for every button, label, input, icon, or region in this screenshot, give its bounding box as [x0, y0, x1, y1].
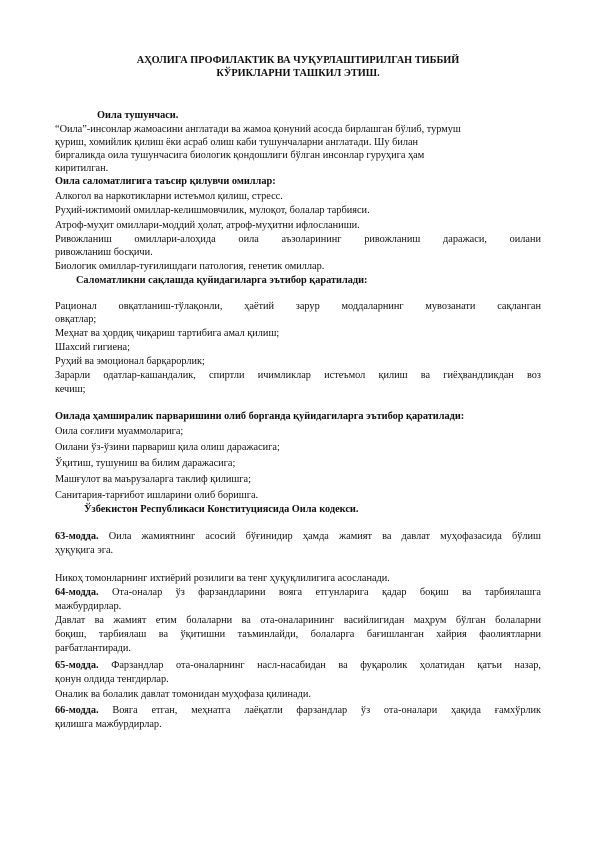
family-code-heading: Ўзбекистон Республикаси Конституциясида Оила кодекси. — [84, 504, 359, 515]
nursing-attention-item: Машғулот ва маърузаларга таклиф қилишга; — [55, 474, 251, 485]
article-63-line — [55, 530, 541, 543]
article-65-line — [55, 659, 541, 672]
health-attention-item: кечиш; — [55, 384, 86, 395]
health-attention-item: овқатлар; — [55, 314, 97, 325]
health-factor-item: ривожланиш босқичи. — [55, 247, 153, 258]
article-65-line: Оналик ва болалик давлат томонидан муҳофаза қилинади. — [55, 689, 311, 700]
article-63-line: ҳуқуқига эга. — [55, 545, 114, 556]
nursing-attention-item: Оила соғлиғи муаммоларига; — [55, 426, 184, 437]
family-concept-line: биргаликда оила тушунчасига биологик қондошлиги бўлган инсонлар гуруҳига ҳам — [55, 150, 425, 161]
family-concept-line: “Оила”-инсонлар жамоасини англатади ва жамоа қонуний асосда бирлашган бўлиб, турмуш — [55, 124, 461, 135]
health-attention-item: Меҳнат ва ҳордиқ чиқариш тартибига амал қилиш; — [55, 328, 280, 339]
nursing-attention-item: Оилани ўз-ўзини парвариш қила олиш даражасига; — [55, 442, 280, 453]
article-64-number: 64-модда. — [55, 587, 99, 598]
health-factor-item: Атроф-муҳит омиллари-моддий ҳолат, атроф-муҳитни ифлосланиши. — [55, 220, 360, 231]
health-attention-item: Рационал овқатланиш-тўлақонли, ҳаётий зарур моддаларнинг мувозанати сақланган — [55, 301, 541, 312]
article-64-line: боқиш, тарбиялаш ва ўқитишни таъминлайди, болаларга бағишланган хайрия фаолиятларни — [55, 629, 541, 640]
title-line-2: КЎРИКЛАРНИ ТАШКИЛ ЭТИШ. — [216, 68, 380, 79]
article-64-line: Давлат ва жамият етим болаларни ва ота-оналарининг васийлигидан маҳрум бўлган болаларни — [55, 615, 541, 626]
marriage-line: Никоҳ томонларнинг ихтиёрий розилиги ва тенг ҳуқуқлилигига асосланади. — [55, 573, 390, 584]
health-attention-item: Зарарли одатлар-кашандалик, спиртли ичимликлар истеъмол қилиш ва гиёҳвандликдан воз — [55, 370, 541, 381]
health-attention-item: Шахсий гигиена; — [55, 342, 130, 353]
health-attention-item: Руҳий ва эмоционал барқарорлик; — [55, 356, 205, 367]
health-factors-heading: Оила саломатлигига таъсир қилувчи омиллар: — [55, 176, 276, 187]
article-65-number: 65-модда. — [55, 660, 99, 671]
health-factor-item: Руҳий-ижтимоий омиллар-келишмовчилик, мулоқот, болалар тарбияси. — [55, 205, 370, 216]
article-66-line — [55, 704, 541, 717]
article-64-line — [55, 586, 541, 599]
article-64-text: Ота-оналар ўз фарзандларини вояга етгунларига қадар боқиш ва тарбиялашга — [98, 587, 541, 598]
nursing-attention-heading: Оилада ҳамширалик парваришини олиб борганда қуйидагиларга эътибор қаратилади: — [55, 411, 465, 422]
article-63-text: Оила жамиятнинг асосий бўғинидир ҳамда жамият ва давлат муҳофазасида бўлиш — [98, 531, 541, 542]
article-66-text: Вояга етган, меҳнатга лаёқатли фарзандлар ўз ота-оналари ҳақида ғамхўрлик — [98, 705, 541, 716]
family-concept-line: киритилган. — [55, 163, 109, 174]
article-64-line: рағбатлантиради. — [55, 643, 131, 654]
health-factor-item: Алкогол ва наркотикларни истеъмол қилиш, стресс. — [55, 191, 283, 202]
health-attention-heading: Саломатликни сақлашда қуйидагиларга эътибор қаратилади: — [76, 275, 368, 286]
article-66-number: 66-модда. — [55, 705, 99, 716]
nursing-attention-item: Ўқитиш, тушуниш ва билим даражасига; — [55, 458, 236, 469]
nursing-attention-item: Санитария-тарғибот ишларини олиб боришга. — [55, 490, 259, 501]
article-65-text: Фарзандлар ота-оналарнинг насл-насабидан ва фуқаролик ҳолатидан қатъи назар, — [98, 660, 541, 671]
family-concept-heading: Оила тушунчаси. — [97, 110, 179, 121]
article-64-line: мажбурдирлар. — [55, 601, 122, 612]
article-63-number: 63-модда. — [55, 531, 99, 542]
family-concept-line: қуриш, хомийлик қилиш ёки асраб олиш каби тушунчаларни англатади. Шу билан — [55, 137, 419, 148]
article-65-line: қонун олдида тенгдирлар. — [55, 674, 169, 685]
health-factor-item: Биологик омиллар-туғилишдаги патология, генетик омиллар. — [55, 261, 325, 272]
article-66-line: қилишга мажбурдирлар. — [55, 719, 162, 730]
health-factor-item: Ривожланиш омиллари-алоҳида оила аъзоларининг ривожланиш даражаси, оилани — [55, 234, 541, 245]
title-line-1: АҲОЛИГА ПРОФИЛАКТИК ВА ЧУҚУРЛАШТИРИЛГАН ТИББИЙ — [136, 55, 460, 66]
